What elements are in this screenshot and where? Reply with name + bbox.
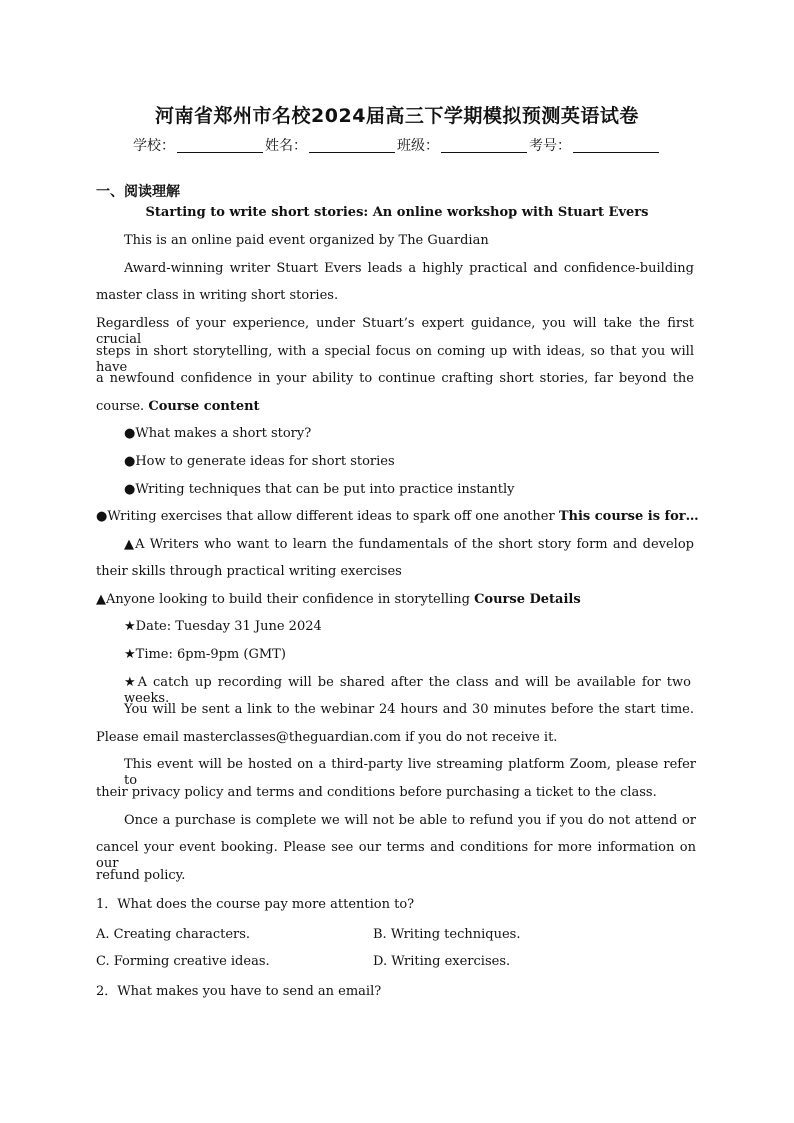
bullet-item: ●Writing exercises that allow different ideas to spark off one another — [96, 509, 555, 524]
course-details-heading: Course Details — [474, 592, 581, 607]
section-heading: 一、阅读理解 — [96, 184, 180, 200]
audience-item-line — [96, 592, 581, 608]
number-label: 考号： — [529, 138, 571, 154]
detail-time: ★Time: 6pm-9pm (GMT) — [124, 647, 286, 662]
bullet-item-line — [96, 509, 699, 525]
course-content-heading: Course content — [148, 399, 260, 414]
passage-title: Starting to write short stories: An online workshop with Stuart Evers — [145, 205, 649, 220]
paragraph-2-line-3: a newfound confidence in your ability to continue crafting short stories, far beyond the — [96, 371, 694, 386]
host-line-2: their privacy policy and terms and conditions before purchasing a ticket to the class. — [96, 785, 657, 800]
question-1-stem: 1．What does the course pay more attention to? — [96, 897, 415, 912]
audience-item-line-1: ▲A Writers who want to learn the fundamentals of the short story form and develop — [124, 537, 694, 552]
refund-line-2: cancel your event booking. Please see our terms and conditions for more information on our — [96, 840, 696, 871]
course-for-heading: This course is for… — [558, 509, 699, 524]
school-label: 学校： — [133, 138, 175, 154]
host-line-1: This event will be hosted on a third-party live streaming platform Zoom, please refer to — [124, 757, 696, 788]
bullet-item: ●What makes a short story? — [124, 426, 312, 441]
link-line-1: You will be sent a link to the webinar 24 hours and 30 minutes before the start time. — [124, 702, 694, 717]
detail-recording: ★A catch up recording will be shared after the class and will be available for two weeks. — [124, 675, 691, 706]
refund-line-1: Once a purchase is complete we will not be able to refund you if you do not attend or — [124, 813, 696, 828]
paragraph-2-line-4 — [96, 399, 260, 415]
question-1-option-b[interactable]: B. Writing techniques. — [373, 927, 521, 942]
student-info-line — [0, 135, 794, 155]
bullet-item: ●How to generate ideas for short stories — [124, 454, 395, 469]
bullet-item: ●Writing techniques that can be put into practice instantly — [124, 482, 515, 497]
name-label: 姓名： — [265, 138, 307, 154]
number-blank[interactable] — [573, 138, 659, 153]
link-line-2: Please email masterclasses@theguardian.com if you do not receive it. — [96, 730, 558, 745]
question-1-option-d[interactable]: D. Writing exercises. — [373, 954, 511, 969]
class-blank[interactable] — [441, 138, 527, 153]
paragraph-1-line-2: master class in writing short stories. — [96, 288, 339, 303]
detail-date: ★Date: Tuesday 31 June 2024 — [124, 619, 322, 634]
paragraph-1-line-1: Award-winning writer Stuart Evers leads a highly practical and confidence-building — [124, 261, 694, 276]
paragraph-2-end: course. — [96, 399, 145, 414]
school-blank[interactable] — [177, 138, 263, 153]
audience-item: ▲Anyone looking to build their confidence in storytelling — [96, 592, 470, 607]
class-label: 班级： — [397, 138, 439, 154]
paragraph-2-line-1: Regardless of your experience, under Stuart’s expert guidance, you will take the first crucial — [96, 316, 694, 347]
question-1-option-a[interactable]: A. Creating characters. — [96, 927, 251, 942]
refund-line-3: refund policy. — [96, 868, 186, 883]
question-2-stem: 2．What makes you have to send an email? — [96, 984, 382, 999]
question-1-option-c[interactable]: C. Forming creative ideas. — [96, 954, 270, 969]
exam-title: 河南省郑州市名校2024届高三下学期模拟预测英语试卷 — [155, 105, 639, 127]
audience-item-line-2: their skills through practical writing exercises — [96, 564, 402, 579]
name-blank[interactable] — [309, 138, 395, 153]
passage-intro: This is an online paid event organized by The Guardian — [124, 233, 489, 248]
paragraph-2-line-2: steps in short storytelling, with a special focus on coming up with ideas, so that you will have — [96, 344, 694, 375]
